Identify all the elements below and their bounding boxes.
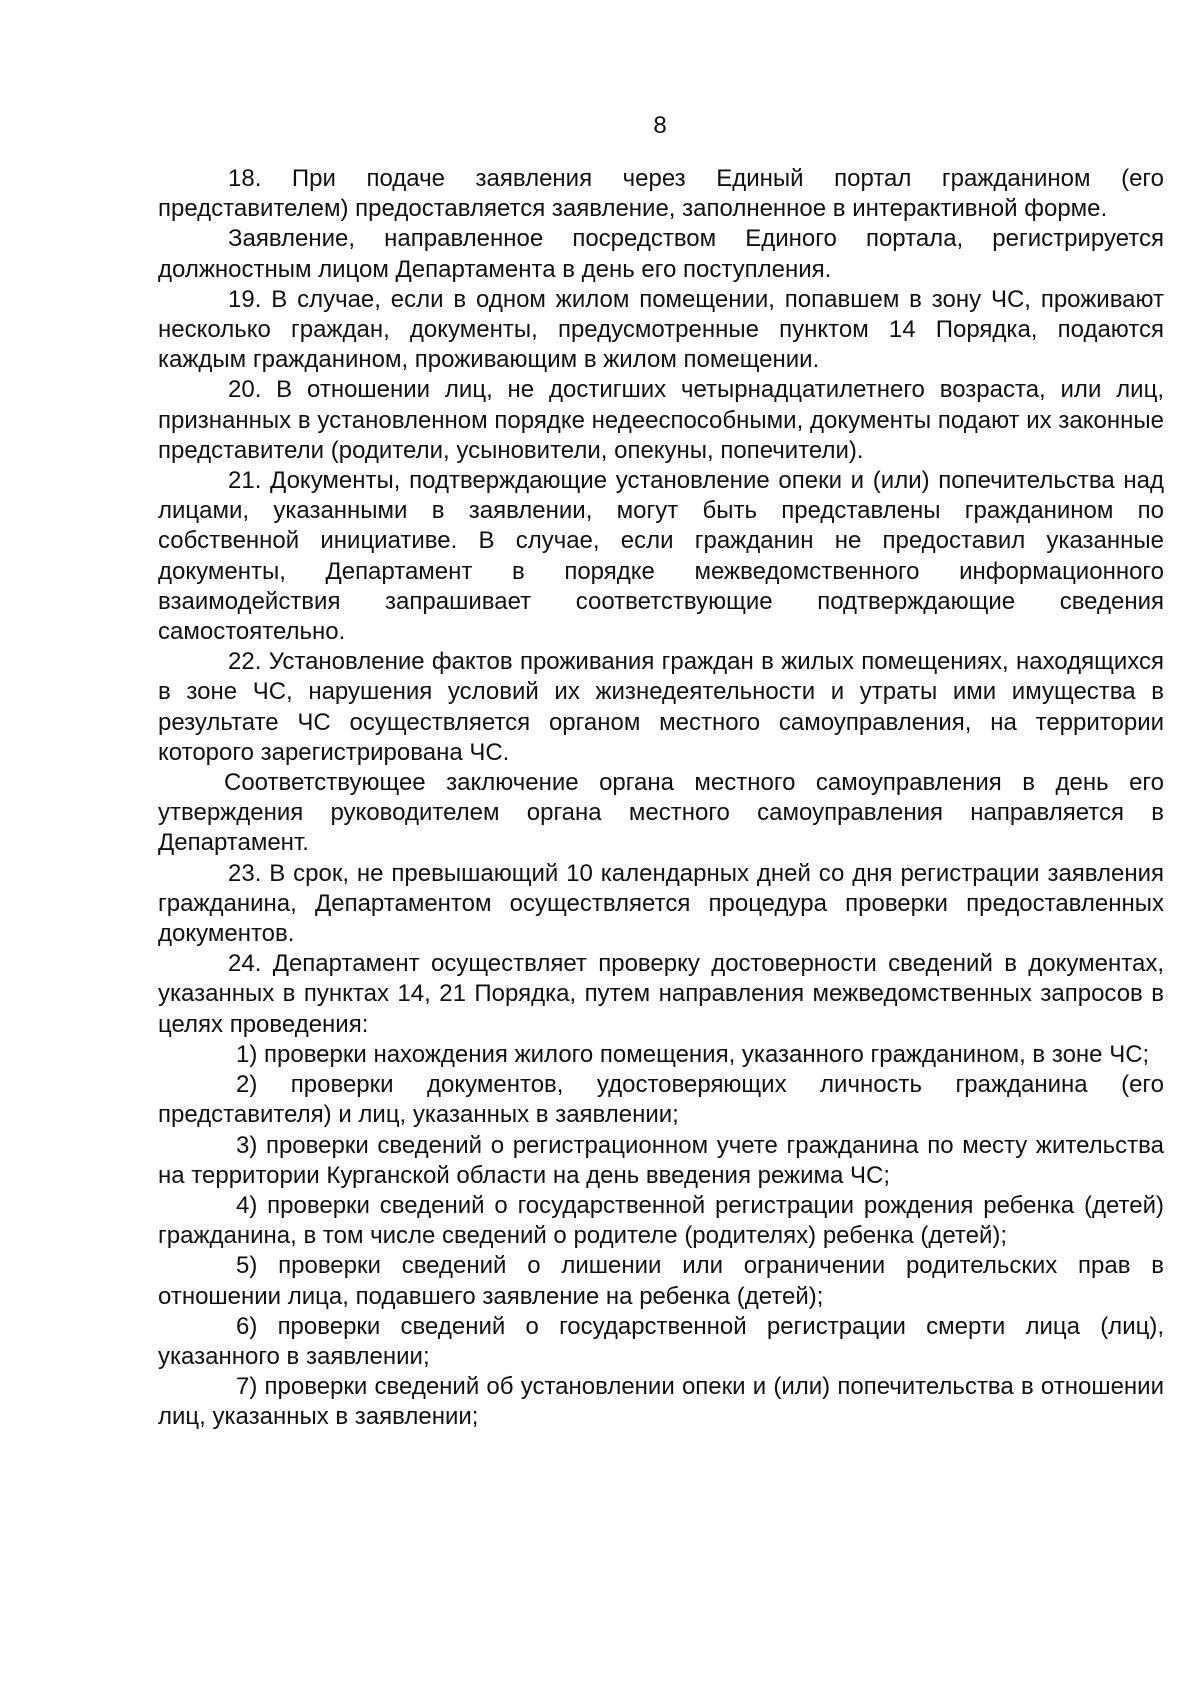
list-item-4: 4) проверки сведений о государственной регистрации рождения ребенка (детей) гражданина, в том числе сведений о родителе (родителях) ребенка (детей);: [158, 1191, 1164, 1250]
list-item-7: 7) проверки сведений об установлении опеки и (или) попечительства в отношении лиц, указанных в заявлении;: [158, 1373, 1164, 1431]
paragraph-24: 24. Департамент осуществляет проверку достоверности сведений в документах, указанных в пунктах 14, 21 Порядка, путем направления межведомственных запросов в целях проведения:: [158, 950, 1164, 1038]
paragraph-19: 19. В случае, если в одном жилом помещении, попавшем в зону ЧС, проживают несколько граждан, документы, предусмотренные пунктом 14 Порядка, подаются каждым гражданином, проживающим в жилом помещении.: [158, 285, 1164, 374]
document-body: [158, 164, 1164, 1433]
list-item-2: 2) проверки документов, удостоверяющих личность гражданина (его представителя) и лиц, указанных в заявлении;: [158, 1071, 1164, 1129]
list-item-6: 6) проверки сведений о государственной регистрации смерти лица (лиц), указанного в заявлении;: [158, 1312, 1164, 1370]
paragraph-23: 23. В срок, не превышающий 10 календарных дней со дня регистрации заявления гражданина, Департаментом осуществляется процедура проверки предоставленных документов.: [158, 859, 1164, 948]
paragraph-22: 22. Установление фактов проживания граждан в жилых помещениях, находящихся в зоне ЧС, нарушения условий их жизнедеятельности и утраты ими имущества в результате ЧС осуществляется органом местного самоуправления, на территории которого зарегистрирована ЧС.: [158, 648, 1164, 766]
list-item-1: 1) проверки нахождения жилого помещения, указанного гражданином, в зоне ЧС;: [236, 1040, 1150, 1068]
paragraph-20: 20. В отношении лиц, не достигших четырнадцатилетнего возраста, или лиц, признанных в установленном порядке недееспособными, документы подают их законные представители (родители, усыновители, опекуны, попечители).: [158, 376, 1164, 464]
page-number: 8: [653, 112, 667, 139]
list-item-5: 5) проверки сведений о лишении или ограничении родительских прав в отношении лица, подавшего заявление на ребенка (детей);: [158, 1252, 1164, 1310]
paragraph-18: 18. При подаче заявления через Единый портал гражданином (его представителем) предоставляется заявление, заполненное в интерактивной форме.: [158, 165, 1164, 223]
list-item-3: 3) проверки сведений о регистрационном учете гражданина по месту жительства на территории Курганской области на день введения режима ЧС;: [158, 1131, 1164, 1189]
paragraph-18-registration: Заявление, направленное посредством Единого портала, регистрируется должностным лицом Департамента в день его поступления.: [158, 225, 1164, 283]
paragraph-22-conclusion: Соответствующее заключение органа местного самоуправления в день его утверждения руководителем органа местного самоуправления направляется в Департамент.: [158, 769, 1164, 857]
paragraph-21: 21. Документы, подтверждающие установление опеки и (или) попечительства над лицами, указанными в заявлении, могут быть представлены гражданином по собственной инициативе. В случае, если гражданин не предоставил указанные документы, Департамент в порядке межведомственного информационного взаимодействия запрашивает соответствующие подтверждающие сведения самостоятельно.: [158, 467, 1164, 646]
